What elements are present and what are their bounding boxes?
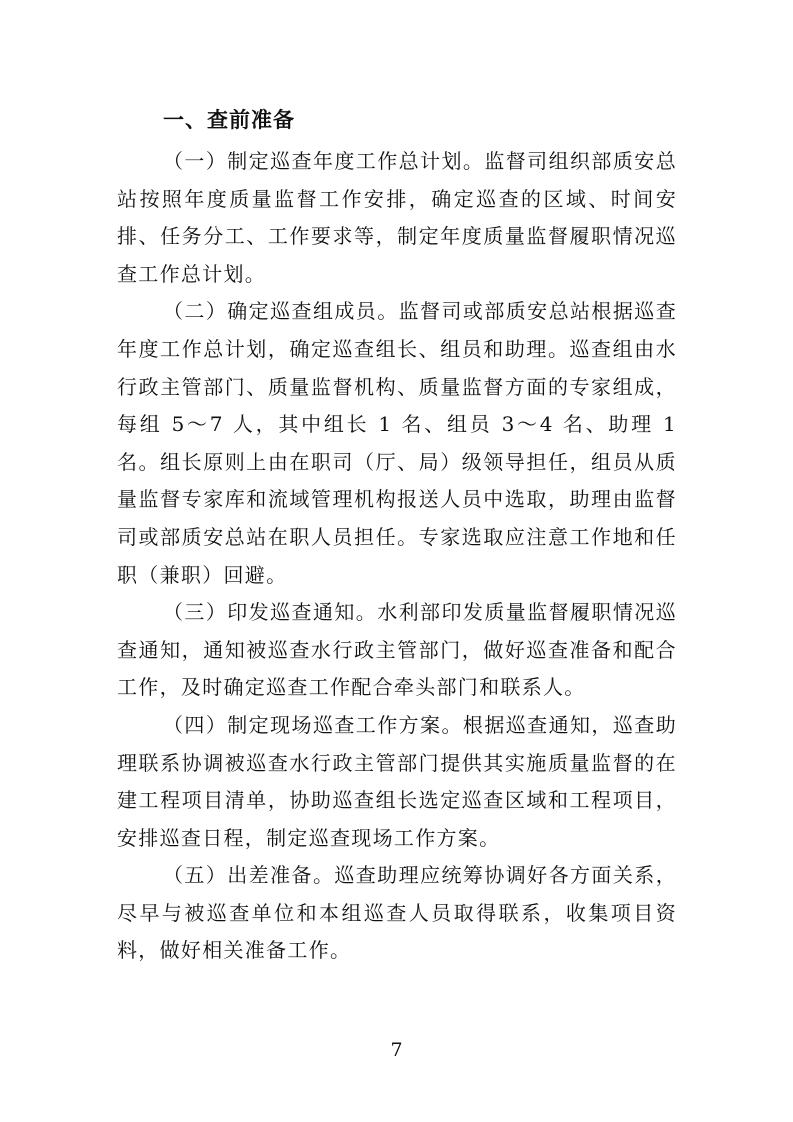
paragraph-scheme: （四）制定现场巡查工作方案。根据巡查通知，巡查助理联系协调被巡查水行政主管部门提供其实施质量监督的在建工程项目清单，协助巡查组长选定巡查区域和工程项目，安排巡查日程，制定巡查现场工作方案。 (117, 712, 677, 850)
paragraph-plan: （一）制定巡查年度工作总计划。监督司组织部质安总站按照年度质量监督工作安排，确定巡查的区域、时间安排、任务分工、工作要求等，制定年度质量监督履职情况巡查工作总计划。 (117, 149, 677, 286)
paragraph-travel: （五）出差准备。巡查助理应统筹协调好各方面关系，尽早与被巡查单位和本组巡查人员取得联系，收集项目资料，做好相关准备工作。 (117, 863, 677, 963)
page-number: 7 (390, 1039, 403, 1061)
paragraph-members: （二）确定巡查组成员。监督司或部质安总站根据巡查年度工作总计划，确定巡查组长、组员和助理。巡查组由水行政主管部门、质量监督机构、质量监督方面的专家组成，每组 5～7 人，其中组长 1 名、组员 3～4 名、助理 1 名。组长原则上由在职司（厅、局）级领导担任，组员从质量监督专家库和流域管理机构报送人员中选取，助理由监督司或部质安总站在职人员担任。专家选取应注意工作地和任职（兼职）回避。 (117, 299, 677, 587)
body-text (117, 143, 677, 970)
section-heading: 一、查前准备 (163, 108, 295, 132)
paragraph-notice: （三）印发巡查通知。水利部印发质量监督履职情况巡查通知，通知被巡查水行政主管部门，做好巡查准备和配合工作，及时确定巡查工作配合牵头部门和联系人。 (117, 600, 677, 700)
